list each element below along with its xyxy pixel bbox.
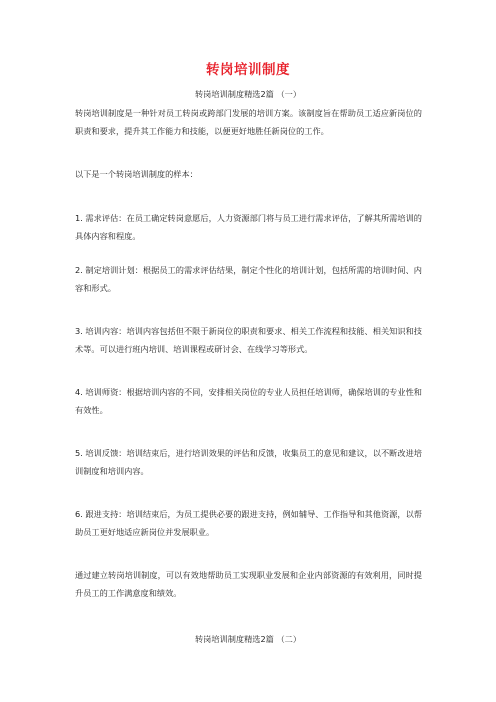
paragraph-item-3: 3. 培训内容：培训内容包括但不限于新岗位的职责和要求、相关工作流程和技能、相关知识和技术等。可以进行班内培训、培训课程或研讨会、在线学习等形式。: [75, 326, 422, 354]
paragraph-intro: 转岗培训制度是一种针对员工转岗或跨部门发展的培训方案。该制度旨在帮助员工适应新岗位的职责和要求，提升其工作能力和技能，以便更好地胜任新岗位的工作。: [75, 108, 422, 136]
paragraph-conclusion: 通过建立转岗培训制度，可以有效地帮助员工实现职业发展和企业内部资源的有效利用，同时提升员工的工作满意度和绩效。: [75, 570, 422, 598]
section-subtitle-2: 转岗培训制度精选2篇 （二）: [194, 634, 302, 644]
paragraph-item-5: 5. 培训反馈：培训结束后，进行培训效果的评估和反馈，收集员工的意见和建议，以不断改进培训制度和培训内容。: [75, 448, 422, 476]
paragraph-item-2: 2. 制定培训计划：根据员工的需求评估结果，制定个性化的培训计划，包括所需的培训时间、内容和形式。: [75, 265, 422, 293]
paragraph-item-1: 1. 需求评估：在员工确定转岗意愿后，人力资源部门将与员工进行需求评估，了解其所需培训的具体内容和程度。: [75, 213, 422, 241]
paragraph-item-6: 6. 跟进支持：培训结束后，为员工提供必要的跟进支持，例如辅导、工作指导和其他资源，以帮助员工更好地适应新岗位并发展职业。: [75, 509, 422, 537]
section-subtitle-1: 转岗培训制度精选2篇 （一）: [194, 89, 302, 99]
paragraph-sample-lead: 以下是一个转岗培训制度的样本：: [75, 169, 198, 179]
document-title: 转岗培训制度: [206, 62, 290, 78]
paragraph-item-4: 4. 培训师资：根据培训内容的不同，安排相关岗位的专业人员担任培训师，确保培训的专业性和有效性。: [75, 387, 422, 415]
